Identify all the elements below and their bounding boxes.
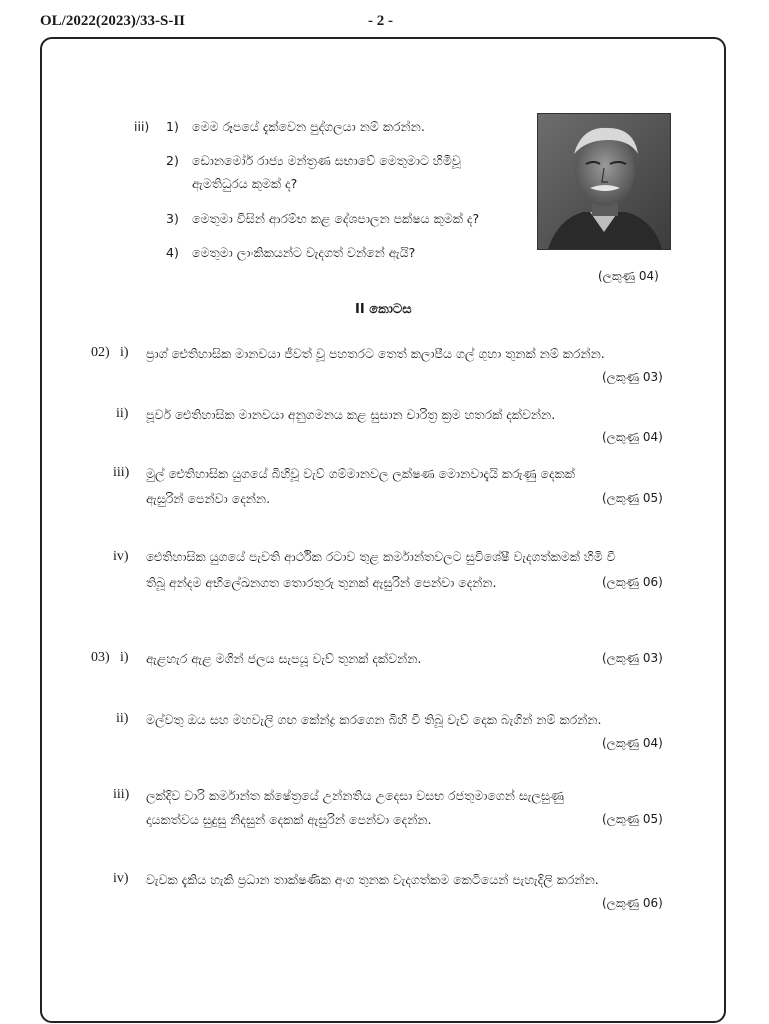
question-text: වැවක දැකිය හැකි ප්‍රධාන තාක්ෂණික අංග තුනක වැදගත්කම කෙටියෙන් පැහැදිලි කරන්න.	[146, 872, 599, 887]
question-label: iii)	[113, 465, 130, 480]
question-label: iii)	[134, 119, 150, 134]
question-label: i)	[120, 650, 129, 665]
marks-label: (ලකුණු 05)	[602, 491, 663, 505]
marks-label: (ලකුණු 05)	[602, 812, 663, 826]
sub-question-text: මෙතුමා විසින් ආරම්භ කළ දේශපාලන පක්ෂය කුමක් ද?	[192, 211, 480, 226]
question-text: පූර්ව ඓතිහාසික මානවයා අනුගමනය කළ සුසාන චාරිත්‍ර ක්‍රම හතරක් දක්වන්න.	[146, 407, 556, 422]
marks-label: (ලකුණු 04)	[602, 736, 663, 750]
question-text: ප්‍රාග් ඓතිහාසික මානවයා ජීවත් වූ පහතරට තෙත් කලාපීය ගල් ගුහා තුනක් නම් කරන්න.	[146, 346, 605, 361]
page-number: - 2 -	[368, 13, 393, 29]
question-text: ඇසුරින් පෙන්වා දෙන්න.	[146, 491, 271, 506]
question-label: i)	[120, 345, 129, 360]
marks-label: (ලකුණු 03)	[602, 651, 663, 665]
sub-question-number: 1)	[166, 119, 179, 134]
marks-label: (ලකුණු 06)	[602, 896, 663, 910]
question-text: ලක්දිව වාරි කර්මාන්ත ක්ෂේත්‍රයේ උන්නතිය උදෙසා වසභ රජතුමාගෙන් සැලසුණු	[146, 788, 564, 803]
section-roman: II	[355, 302, 365, 317]
marks-label: (ලකුණු 06)	[602, 575, 663, 589]
marks-label: (ලකුණු 04)	[602, 430, 663, 444]
question-label: ii)	[116, 711, 129, 726]
section-word: කොටස	[369, 302, 412, 317]
question-text: දායකත්වය සුදුසු නිදසුන් දෙකක් ඇසුරින් පෙන්වා දෙන්න.	[146, 812, 432, 827]
marks-label: (ලකුණු 04)	[598, 269, 659, 283]
question-label: iv)	[113, 871, 129, 886]
question-label: iii)	[113, 787, 130, 802]
sub-question-text: ඩොනමෝර් රාජ්‍ය මන්ත්‍රණ සභාවේ මෙතුමාට හිමිවූ	[192, 153, 461, 168]
sub-question-number: 2)	[166, 153, 179, 168]
question-text: තිබූ අන්දම අභිලේඛනගත තොරතුරු තුනක් ඇසුරින් පෙන්වා දෙන්න.	[146, 575, 497, 590]
sub-question-text: ඇමතිධුරය කුමක් ද?	[192, 176, 298, 191]
sub-question-number: 3)	[166, 211, 179, 226]
sub-question-text: මෙම රූපයේ දැක්වෙන පුද්ගලයා නම් කරන්න.	[192, 119, 425, 134]
section-heading	[355, 302, 412, 317]
question-label: iv)	[113, 549, 129, 564]
question-text: මුල් ඓතිහාසික යුගයේ බිහිවූ වැව් ගම්මානවල ලක්ෂණ මොනවාදැයි කරුණු දෙකක්	[146, 466, 575, 481]
paper-code: OL/2022(2023)/33-S-II	[40, 13, 186, 29]
portrait-photo	[537, 113, 671, 250]
question-number: 03)	[91, 650, 110, 665]
question-label: ii)	[116, 406, 129, 421]
question-number: 02)	[91, 345, 110, 360]
sub-question-number: 4)	[166, 245, 179, 260]
marks-label: (ලකුණු 03)	[602, 370, 663, 384]
question-text: ඓතිහාසික යුගයේ පැවති ආර්ථික රටාව තුළ කර්මාන්තවලට සුවිශේෂී වැදගත්කමක් හිමි වී	[146, 549, 616, 564]
question-text: මල්වතු ඔය සහ මහවැලි ගඟ කේන්ද්‍ර කරගෙන බිහි වී තිබූ වැව් දෙක බැගින් නම් කරන්න.	[146, 712, 602, 727]
sub-question-text: මෙතුමා ලාංකිකයන්ට වැදගත් වන්නේ ඇයි?	[192, 245, 416, 260]
portrait-image	[538, 114, 670, 249]
question-text: ඇළහැර ඇළ මගින් ජලය සැපයූ වැව් තුනක් දක්වන්න.	[146, 651, 422, 666]
